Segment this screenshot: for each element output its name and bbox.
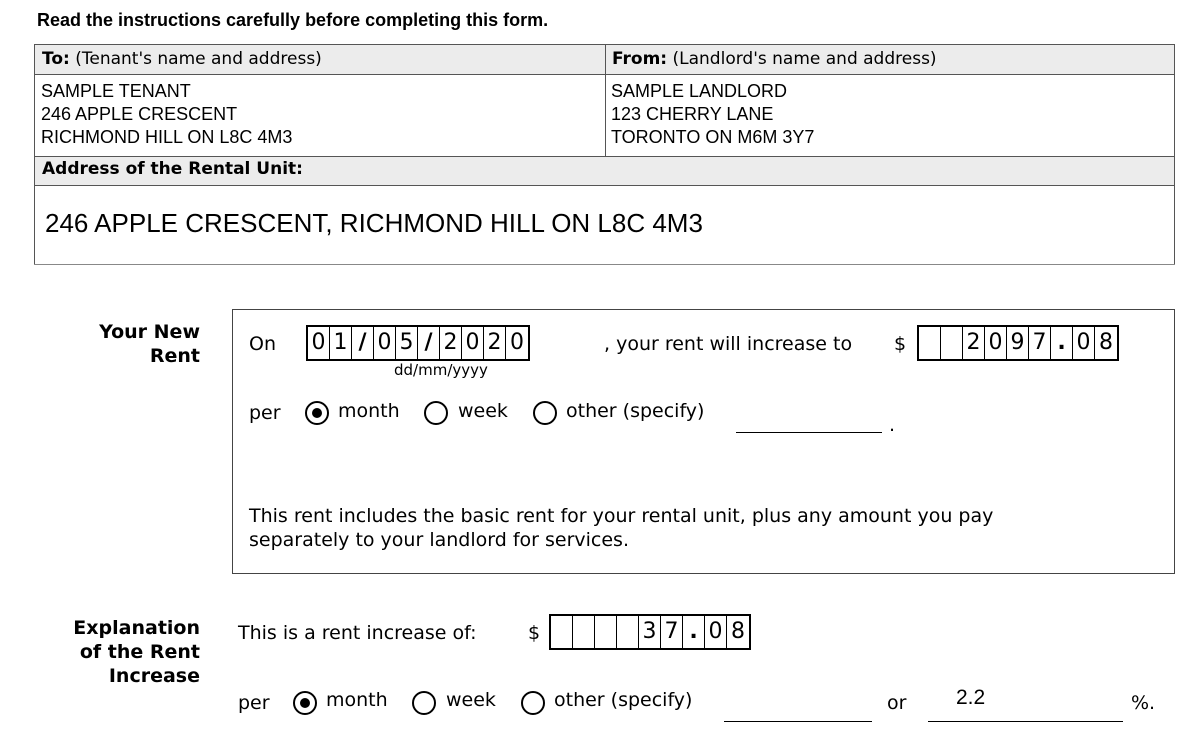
date-digit-cell[interactable]: 0 [462,327,484,359]
other-specify-input[interactable] [736,432,882,433]
increase-of-text: This is a rent increase of: [238,622,477,644]
increase-amount-digit-cell[interactable]: 3 [639,616,661,648]
increase-amount-digit-cell[interactable] [617,616,639,648]
per-label: per [238,692,270,714]
date-digit-cell[interactable]: / [418,327,440,359]
date-digit-cell[interactable]: 1 [330,327,352,359]
rent-amount-digit-cell[interactable]: 7 [1029,327,1051,359]
rent-amount-digit-cell[interactable]: 0 [1073,327,1095,359]
rental-unit-label: Address of the Rental Unit: [42,159,303,179]
explanation-label-line: of the Rent [79,641,200,663]
divider [35,185,1174,186]
date-digit-cell[interactable]: 0 [308,327,330,359]
divider [605,45,606,156]
option-month-label: month [326,689,388,711]
new-rent-amount-input[interactable] [917,325,1119,361]
rent-amount-digit-cell[interactable]: 0 [985,327,1007,359]
increase-amount-digit-cell[interactable] [551,616,573,648]
per-label: per [249,402,281,424]
to-label [42,49,322,69]
rent-amount-digit-cell[interactable]: . [1051,327,1073,359]
increase-amount-digit-cell[interactable]: 8 [731,619,745,644]
radio-selected-dot [300,698,310,708]
from-label-bold: From: [612,49,668,69]
period-mark: . [889,414,896,436]
radio-selected-dot [312,408,322,418]
date-digit-cell[interactable]: / [352,327,374,359]
increase-amount-digit-cell[interactable]: 7 [661,616,683,648]
option-week-label: week [446,689,496,711]
new-rent-label-line: Rent [149,345,200,367]
divider [35,156,1174,157]
to-label-rest: (Tenant's name and address) [75,49,322,69]
option-week-label: week [458,400,508,422]
date-digit-cell[interactable]: 2 [440,327,462,359]
to-label-bold: To: [42,49,70,69]
percent-sign: %. [1131,692,1156,714]
date-format-hint: dd/mm/yyyy [394,361,488,379]
new-rent-section-label [40,320,200,368]
rent-note-line-1: This rent includes the basic rent for your rental unit, plus any amount you pay [249,505,994,527]
or-label: or [887,692,907,714]
rent-amount-digit-cell[interactable]: 9 [1007,327,1029,359]
increase-amount-digit-cell[interactable] [595,616,617,648]
rent-amount-digit-cell[interactable]: 8 [1099,330,1113,355]
date-digit-cell[interactable]: 0 [510,330,524,355]
option-other-label: other (specify) [566,400,705,422]
explanation-label-line: Increase [108,665,200,687]
date-digit-cell[interactable]: 0 [374,327,396,359]
radio-other[interactable] [533,401,557,425]
explanation-label-line: Explanation [73,617,200,639]
rent-amount-digit-cell[interactable] [919,327,941,359]
radio-month[interactable] [293,691,317,715]
rent-amount-digit-cell[interactable]: 2 [963,327,985,359]
option-month-label: month [338,400,400,422]
landlord-address-field[interactable]: SAMPLE LANDLORD 123 CHERRY LANE TORONTO ON M6M 3Y7 [611,81,815,147]
radio-week[interactable] [424,401,448,425]
form-instructions: Read the instructions carefully before completing this form. [37,10,549,30]
option-other-label: other (specify) [554,689,693,711]
radio-month[interactable] [305,401,329,425]
date-input[interactable] [306,325,530,361]
other-specify-input[interactable] [724,721,872,722]
from-label [612,49,937,69]
table-bottom-border [34,264,1175,265]
currency-symbol: $ [894,333,907,355]
currency-symbol: $ [528,622,541,644]
increase-amount-digit-cell[interactable]: 0 [705,616,727,648]
date-digit-cell[interactable]: 2 [484,327,506,359]
address-table [34,44,1175,264]
tenant-address-field[interactable]: SAMPLE TENANT 246 APPLE CRESCENT RICHMOND HILL ON L8C 4M3 [41,81,293,147]
date-digit-cell[interactable]: 5 [396,327,418,359]
rent-amount-digit-cell[interactable] [941,327,963,359]
from-label-rest: (Landlord's name and address) [672,49,937,69]
radio-week[interactable] [412,691,436,715]
rent-note-line-2: separately to your landlord for services. [249,529,629,551]
increase-amount-digit-cell[interactable] [573,616,595,648]
rental-unit-address-field[interactable]: 246 APPLE CRESCENT, RICHMOND HILL ON L8C 4M3 [45,208,703,238]
rent-increase-text: , your rent will increase to [604,333,853,355]
radio-other[interactable] [521,691,545,715]
explanation-section-label [40,616,200,688]
increase-amount-input[interactable] [549,614,751,650]
new-rent-label-line: Your New [99,321,200,343]
percent-input-underline [928,721,1123,722]
on-label: On [249,333,276,355]
percent-input-value[interactable]: 2.2 [956,686,986,709]
increase-amount-digit-cell[interactable]: . [683,616,705,648]
